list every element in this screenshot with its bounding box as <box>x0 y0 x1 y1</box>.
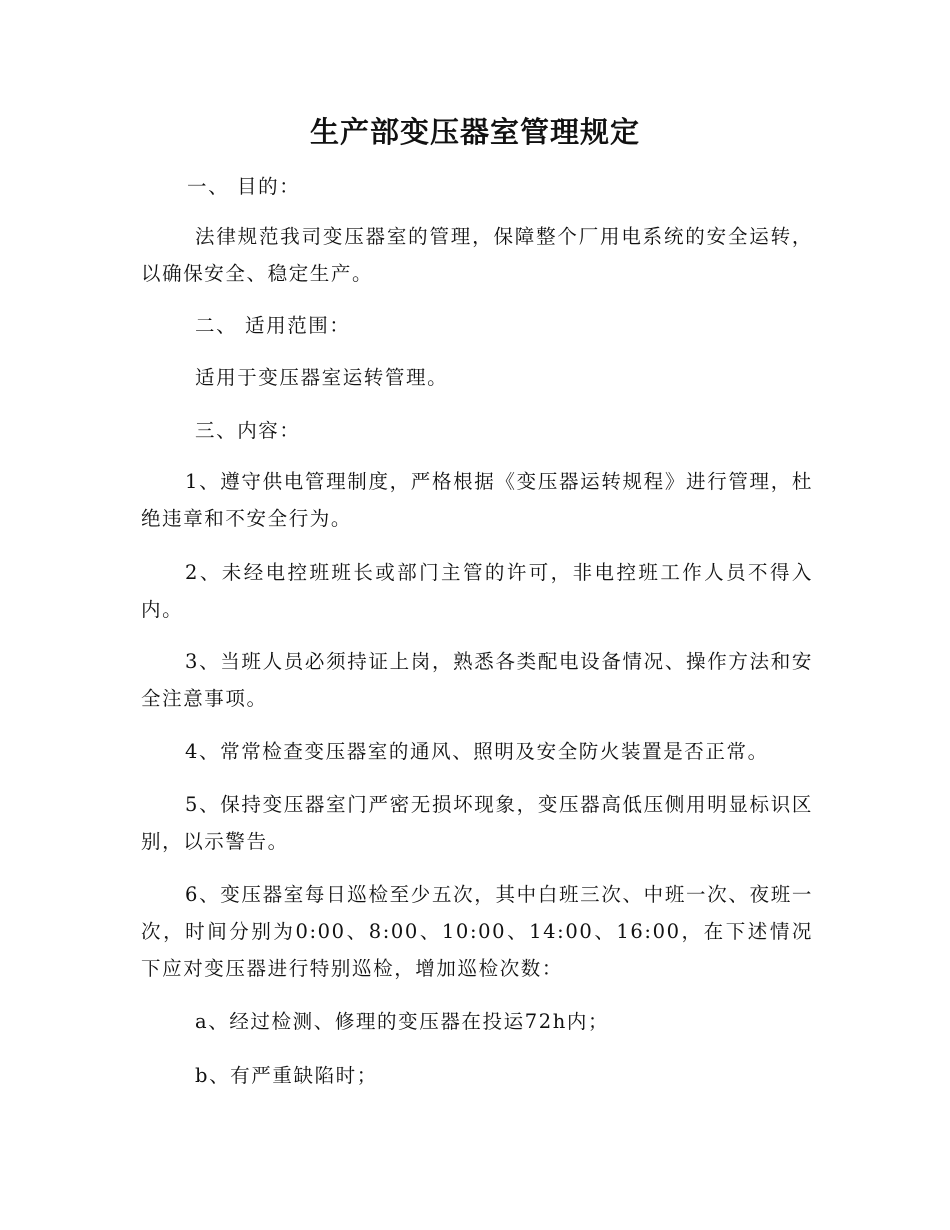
content-item-1: 1、遵守供电管理制度，严格根据《变压器运转规程》进行管理，杜绝违章和不安全行为。 <box>141 470 813 530</box>
content-item-2: 2、未经电控班班长或部门主管的许可，非电控班工作人员不得入内。 <box>141 561 813 621</box>
document-title: 生产部变压器室管理规定 <box>309 115 640 149</box>
content-item-6-sub-a: a、经过检测、修理的变压器在投运72h内； <box>195 1010 610 1033</box>
paragraph-purpose: 法律规范我司变压器室的管理，保障整个厂用电系统的安全运转，以确保安全、稳定生产。 <box>141 225 813 285</box>
section-heading-content: 三、内容： <box>195 419 301 442</box>
content-item-6-sub-b: b、有严重缺陷时； <box>195 1064 378 1087</box>
paragraph-scope: 适用于变压器室运转管理。 <box>195 366 449 389</box>
content-item-4: 4、常常检查变压器室的通风、照明及安全防火装置是否正常。 <box>185 740 769 763</box>
content-item-6: 6、变压器室每日巡检至少五次，其中白班三次、中班一次、夜班一次，时间分别为0:00、8:00、10:00、14:00、16:00，在下述情况下应对变压器进行特别巡检，增加巡检次数： <box>141 883 813 980</box>
content-item-3: 3、当班人员必须持证上岗，熟悉各类配电设备情况、操作方法和安全注意事项。 <box>141 650 813 710</box>
content-item-5: 5、保持变压器室门严密无损坏现象，变压器高低压侧用明显标识区别，以示警告。 <box>141 793 813 853</box>
section-heading-purpose: 一、 目的： <box>187 175 301 198</box>
section-heading-scope: 二、 适用范围： <box>195 314 351 337</box>
